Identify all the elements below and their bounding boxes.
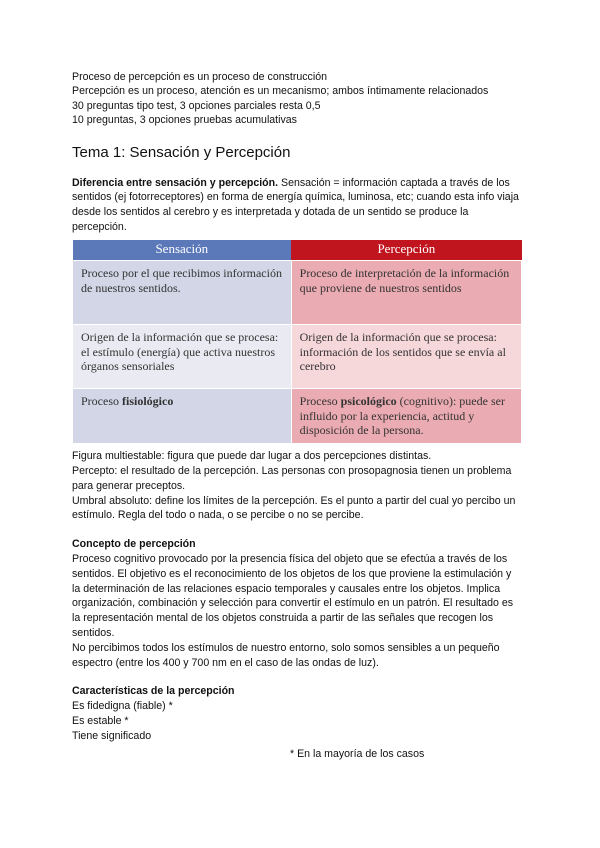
characteristics-title: Características de la percepción <box>72 685 235 698</box>
cell-bold-text: fisiológico <box>122 393 174 408</box>
concept-title: Concepto de percepción <box>72 538 196 551</box>
intro-line: 30 preguntas tipo test, 3 opciones parciales resta 0,5 <box>72 99 321 112</box>
concept-paragraph: No percibimos todos los estímulos de nuestro entorno, solo somos sensibles a un pequeño espectro (entre los 400 y 700 nm en el caso de las ondas de luz). <box>72 641 500 669</box>
perception-cell <box>291 388 521 443</box>
intro-line: Proceso de percepción es un proceso de construcción <box>72 71 327 83</box>
intro-line: 10 preguntas, 3 opciones pruebas acumulativas <box>72 114 297 127</box>
table-row <box>73 324 522 388</box>
difference-paragraph <box>72 176 522 235</box>
sensation-cell: Proceso por el que recibimos información de nuestros sentidos. <box>73 260 292 324</box>
header-sensation: Sensación <box>73 240 292 261</box>
characteristic-item: Es fidedigna (fiable) * <box>72 700 173 713</box>
comparison-table <box>72 240 522 444</box>
difference-lead: Diferencia entre sensación y percepción. <box>72 176 279 189</box>
perception-cell: Proceso de interpretación de la información que proviene de nuestros sentidos <box>291 260 521 324</box>
cell-text: Proceso <box>299 393 341 408</box>
table-header-row <box>73 240 522 261</box>
definition-paragraph: Percepto: el resultado de la percepción. Las personas con prosopagnosia tienen un problema para generar preceptos. <box>72 465 512 492</box>
table-row <box>73 260 522 324</box>
definition-paragraph: Umbral absoluto: define los límites de la percepción. Es el punto a partir del cual yo percibo un estímulo. Regla del todo o nada, o se percibe o no se percibe. <box>72 494 516 522</box>
definition-paragraph: Figura multiestable: figura que puede dar lugar a dos percepciones distintas. <box>72 450 432 463</box>
document-page <box>72 70 522 761</box>
concept-paragraph: Proceso cognitivo provocado por la presencia física del objeto que se efectúa a través de los sentidos. El objetivo es el reconocimiento de los objetos de los que proviene la estimulación y la determinación de las relaciones espacio temporales y causales entre los objetos. Implica organización, combinación y selección para convertir el estímulo en un patrón. El resultado es la representación mental de los objetos construida a partir de las señales que recogen los sentidos. <box>72 552 514 639</box>
characteristic-item: Es estable * <box>72 714 129 727</box>
intro-line: Percepción es un proceso, atención es un mecanismo; ambos íntimamente relacionados <box>72 85 489 98</box>
cell-text: (cognitivo): puede ser influido por la experiencia, actitud y disposición de la persona. <box>299 393 505 438</box>
cell-bold-text: psicológico <box>340 393 397 408</box>
topic-title: Tema 1: Sensación y Percepción <box>72 143 291 161</box>
table-row <box>73 388 522 443</box>
difference-text: Sensación = información captada a través de los sentidos (ej fotorreceptores) en forma de energía química, luminosa, etc; cuando esta info viaja desde los sentidos al cerebro y es interpretada y dotada de un sentido se produce la percepción. <box>72 176 519 234</box>
footnote: * En la mayoría de los casos <box>290 747 425 760</box>
cell-text: Proceso <box>81 393 122 408</box>
characteristic-item: Tiene significado <box>72 729 152 742</box>
sensation-cell <box>73 388 292 443</box>
header-perception: Percepción <box>291 240 521 261</box>
sensation-cell: Origen de la información que se procesa: el estímulo (energía) que activa nuestros órganos sensoriales <box>73 324 292 388</box>
perception-cell: Origen de la información que se procesa: información de los sentidos que se envía al cerebro <box>291 324 521 388</box>
